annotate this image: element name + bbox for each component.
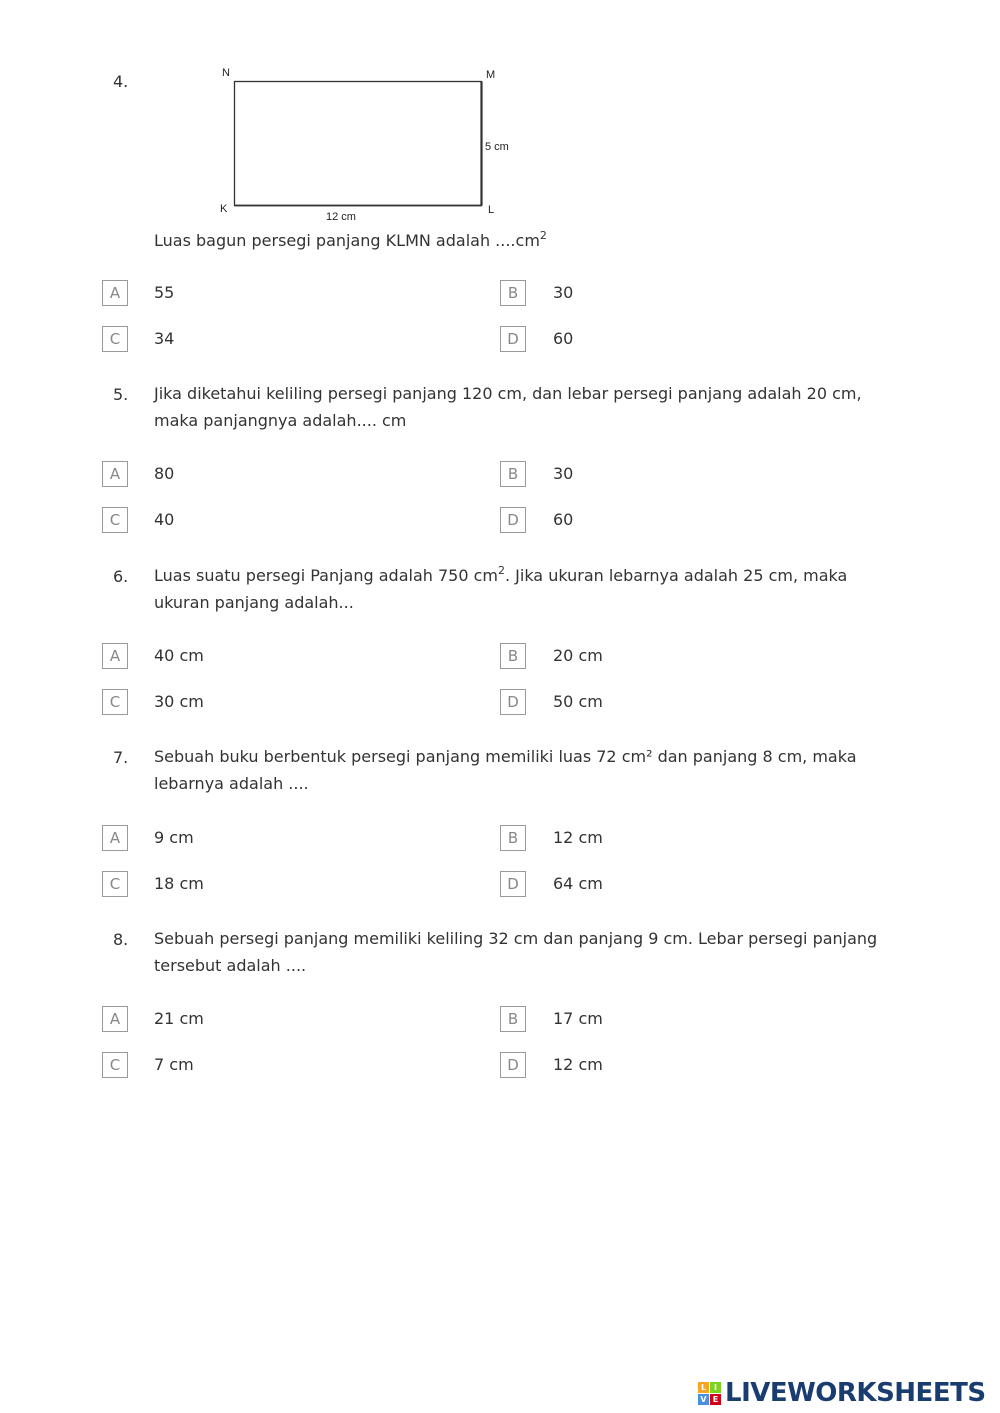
option-letter[interactable]: A bbox=[102, 1006, 128, 1032]
option-letter[interactable]: B bbox=[500, 1006, 526, 1032]
liveworksheets-logo[interactable] bbox=[698, 1378, 986, 1408]
question-text bbox=[154, 562, 894, 616]
logo-icon-tile: V bbox=[698, 1394, 709, 1405]
option-value: 30 bbox=[553, 464, 574, 483]
option-letter[interactable]: D bbox=[500, 1052, 526, 1078]
question-line-2: tersebut adalah .... bbox=[154, 956, 307, 975]
option-letter[interactable]: C bbox=[102, 507, 128, 533]
option-letter[interactable]: B bbox=[500, 280, 526, 306]
question-line-1-part-a: Luas suatu persegi Panjang adalah 750 cm bbox=[154, 566, 498, 585]
superscript: 2 bbox=[497, 564, 505, 577]
liveworksheets-logo-text: LIVEWORKSHEETS bbox=[725, 1378, 986, 1408]
option-value: 60 bbox=[553, 510, 574, 529]
option-value: 34 bbox=[154, 329, 175, 348]
question-number: 5. bbox=[113, 385, 129, 404]
option-value: 80 bbox=[154, 464, 175, 483]
question-line-1: Sebuah persegi panjang memiliki keliling 32 cm dan panjang 9 cm. Lebar persegi panjang bbox=[154, 929, 878, 948]
question-number: 7. bbox=[113, 748, 129, 767]
option-letter[interactable]: D bbox=[500, 507, 526, 533]
question-number: 8. bbox=[113, 930, 129, 949]
logo-icon-tile: E bbox=[710, 1394, 721, 1405]
option-letter[interactable]: C bbox=[102, 326, 128, 352]
option-value: 7 cm bbox=[154, 1055, 194, 1074]
option-value: 12 cm bbox=[553, 1055, 603, 1074]
option-letter[interactable]: B bbox=[500, 643, 526, 669]
option-letter[interactable]: D bbox=[500, 871, 526, 897]
option-letter[interactable]: A bbox=[102, 643, 128, 669]
option-value: 30 cm bbox=[154, 692, 204, 711]
option-value: 55 bbox=[154, 283, 175, 302]
vertex-k-label: K bbox=[220, 203, 228, 215]
height-label: 5 cm bbox=[485, 141, 509, 153]
logo-icon-tile: L bbox=[698, 1382, 709, 1393]
option-value: 40 cm bbox=[154, 646, 204, 665]
option-letter[interactable]: C bbox=[102, 689, 128, 715]
vertex-n-label: N bbox=[222, 67, 230, 79]
option-letter[interactable]: C bbox=[102, 1052, 128, 1078]
option-letter[interactable]: D bbox=[500, 326, 526, 352]
option-letter[interactable]: B bbox=[500, 825, 526, 851]
question-number: 6. bbox=[113, 567, 129, 586]
vertex-l-label: L bbox=[488, 204, 495, 216]
question-line-1 bbox=[154, 562, 894, 589]
question-text bbox=[154, 227, 894, 254]
question-line-1-part-b: . Jika ukuran lebarnya adalah 25 cm, maka bbox=[504, 566, 848, 585]
option-value: 40 bbox=[154, 510, 175, 529]
width-label: 12 cm bbox=[326, 211, 356, 223]
option-value: 60 bbox=[553, 329, 574, 348]
option-letter[interactable]: D bbox=[500, 689, 526, 715]
question-line-1: Sebuah buku berbentuk persegi panjang memiliki luas 72 cm² dan panjang 8 cm, maka bbox=[154, 747, 857, 766]
question-text bbox=[154, 925, 894, 979]
option-value: 30 bbox=[553, 283, 574, 302]
option-value: 9 cm bbox=[154, 828, 194, 847]
question-line-2: maka panjangnya adalah.... cm bbox=[154, 411, 407, 430]
option-letter[interactable]: A bbox=[102, 280, 128, 306]
question-line-2: lebarnya adalah .... bbox=[154, 774, 309, 793]
option-value: 21 cm bbox=[154, 1009, 204, 1028]
option-value: 18 cm bbox=[154, 874, 204, 893]
superscript: 2 bbox=[539, 229, 547, 242]
question-text bbox=[154, 380, 894, 434]
question-number: 4. bbox=[113, 72, 129, 91]
liveworksheets-logo-icon bbox=[698, 1382, 721, 1405]
question-text-main: Luas bagun persegi panjang KLMN adalah ....cm bbox=[154, 231, 540, 250]
rectangle-klmn-figure bbox=[210, 60, 530, 230]
option-letter[interactable]: A bbox=[102, 825, 128, 851]
option-value: 12 cm bbox=[553, 828, 603, 847]
option-letter[interactable]: C bbox=[102, 871, 128, 897]
question-line-2: ukuran panjang adalah... bbox=[154, 593, 354, 612]
question-text bbox=[154, 743, 894, 797]
logo-icon-tile: I bbox=[710, 1382, 721, 1393]
option-value: 50 cm bbox=[553, 692, 603, 711]
option-value: 17 cm bbox=[553, 1009, 603, 1028]
option-letter[interactable]: B bbox=[500, 461, 526, 487]
vertex-m-label: M bbox=[486, 69, 496, 81]
option-value: 64 cm bbox=[553, 874, 603, 893]
option-letter[interactable]: A bbox=[102, 461, 128, 487]
rectangle-shape bbox=[235, 82, 482, 206]
question-line-1: Jika diketahui keliling persegi panjang 120 cm, dan lebar persegi panjang adalah 20 cm, bbox=[154, 384, 862, 403]
option-value: 20 cm bbox=[553, 646, 603, 665]
